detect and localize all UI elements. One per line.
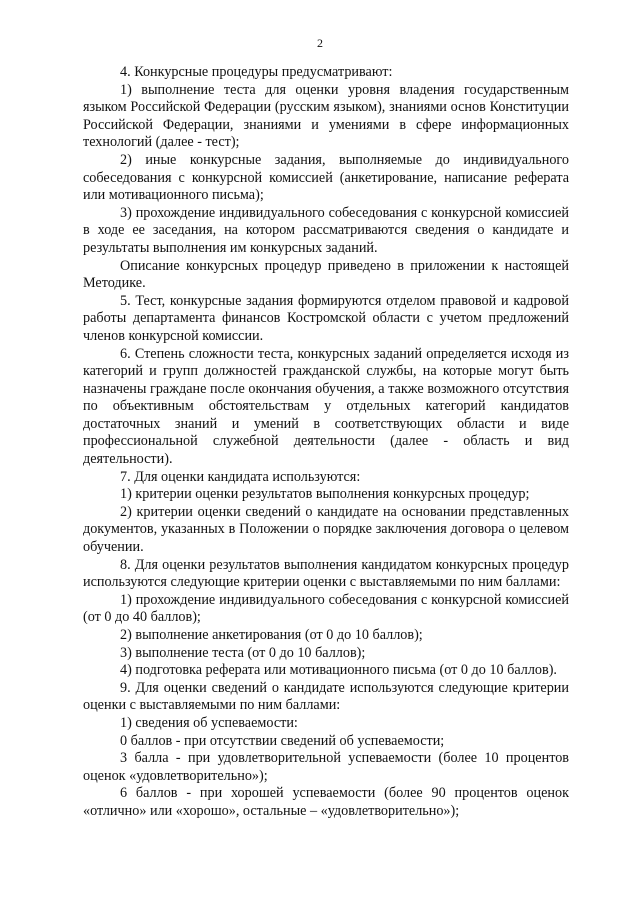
paragraph: 7. Для оценки кандидата используются: <box>120 468 361 485</box>
paragraph: 0 баллов - при отсутствии сведений об успеваемости; <box>120 732 445 749</box>
page-number: 2 <box>317 36 323 50</box>
paragraph: 9. Для оценки сведений о кандидате используются следующие критерии оценки с выставляемыми по ним баллами: <box>83 679 569 714</box>
paragraph: 1) критерии оценки результатов выполнения конкурсных процедур; <box>120 486 530 503</box>
paragraph: 6 баллов - при хорошей успеваемости (более 90 процентов оценок «отлично» или «хорошо», остальные – «удовлетворительно»); <box>83 785 569 819</box>
paragraph: 4. Конкурсные процедуры предусматривают: <box>120 64 393 80</box>
paragraph: 3) прохождение индивидуального собеседования с конкурсной комиссией в ходе ее заседания, на котором рассматриваются сведения о кандидате и результаты выполнения им конкурсных заданий. <box>83 204 569 256</box>
paragraph: 2) иные конкурсные задания, выполняемые до индивидуального собеседования с конкурсной комиссией (анкетирование, написание реферата или мотивационного письма); <box>83 151 569 204</box>
paragraph: Описание конкурсных процедур приведено в приложении к настоящей Методике. <box>83 257 569 292</box>
paragraph: 2) выполнение анкетирования (от 0 до 10 баллов); <box>120 627 423 643</box>
paragraph: 2) критерии оценки сведений о кандидате на основании представленных документов, указанных в Положении о порядке заключения договора о целевом обучении. <box>83 503 569 556</box>
paragraph: 6. Степень сложности теста, конкурсных заданий определяется исходя из категорий и групп должностей гражданской службы, на которые могут быть назначены граждане после окончания обучения, а также возможного отсутствия по объективным обстоятельствам у отдельных категорий кандидатов достаточных знаний и умений в соответствующих области и виде профессиональной служебной деятельности (далее - область и вид деятельности). <box>83 345 569 468</box>
paragraph: 3 балла - при удовлетворительной успеваемости (более 10 процентов оценок «удовлетворительно»); <box>83 750 569 784</box>
paragraph: 1) выполнение теста для оценки уровня владения государственным языком Российской Федерации (русским языком), знаниями основ Конституции Российской Федерации, знаниями и умениями в сфере информационных технологий (далее - тест); <box>83 81 569 151</box>
paragraph: 3) выполнение теста (от 0 до 10 баллов); <box>120 644 366 661</box>
document-body <box>83 64 569 821</box>
paragraph: 4) подготовка реферата или мотивационного письма (от 0 до 10 баллов). <box>120 662 557 679</box>
paragraph: 1) прохождение индивидуального собеседования с конкурсной комиссией (от 0 до 40 баллов); <box>83 591 569 626</box>
paragraph: 5. Тест, конкурсные задания формируются отделом правовой и кадровой работы департамента финансов Костромской области с учетом предложений членов конкурсной комиссии. <box>83 292 569 344</box>
paragraph: 1) сведения об успеваемости: <box>120 714 298 731</box>
paragraph: 8. Для оценки результатов выполнения кандидатом конкурсных процедур используются следующие критерии оценки с выставляемыми по ним баллами: <box>83 556 569 591</box>
